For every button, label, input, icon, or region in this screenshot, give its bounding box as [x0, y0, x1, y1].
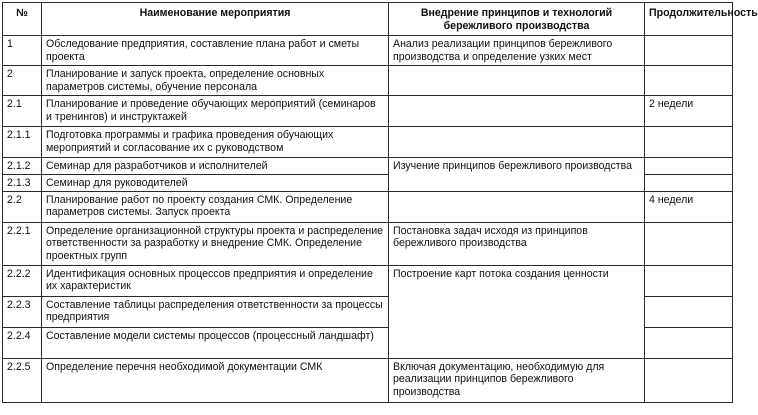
table-row — [3, 265, 733, 296]
row-duration — [645, 327, 733, 358]
row-duration — [645, 358, 733, 402]
table-row — [3, 358, 733, 402]
row-num: 2.1.1 — [3, 127, 42, 158]
header-lean: Внедрение принципов и технологий бережливого производства — [389, 3, 645, 36]
header-name: Наименование мероприятия — [42, 3, 389, 36]
row-num: 2.2 — [3, 191, 42, 222]
table-header-row — [3, 3, 733, 36]
row-name: Составление таблицы распределения ответственности за процессы предприятия — [42, 296, 389, 327]
table-row — [3, 96, 733, 127]
row-name: Определение организационной структуры проекта и распределение ответственности за разработку и внедрение СМК. Определение проектных групп — [42, 222, 389, 265]
row-duration — [645, 222, 733, 265]
header-num: № — [3, 3, 42, 36]
row-name: Семинар для руководителей — [42, 175, 389, 192]
row-name: Семинар для разработчиков и исполнителей — [42, 158, 389, 175]
row-lean: Включая документацию, необходимую для реализации принципов бережливого производства — [389, 358, 645, 402]
row-name: Определение перечня необходимой документации СМК — [42, 358, 389, 402]
activities-table — [2, 2, 758, 403]
row-num: 1 — [3, 36, 42, 66]
table-row — [3, 222, 733, 265]
row-num: 2.1.3 — [3, 175, 42, 192]
row-lean — [389, 191, 645, 222]
row-duration: 4 недели — [645, 191, 733, 222]
row-name: Подготовка программы и графика проведения обучающих мероприятий и согласование их с руководством — [42, 127, 389, 158]
row-num: 2.2.4 — [3, 327, 42, 358]
row-duration: 2 недели — [645, 96, 733, 127]
row-lean: Построение карт потока создания ценности — [389, 265, 645, 358]
row-duration — [645, 296, 733, 327]
row-name: Идентификация основных процессов предприятия и определение их характеристик — [42, 265, 389, 296]
row-name: Составление модели системы процессов (процессный ландшафт) — [42, 327, 389, 358]
table-row — [3, 36, 733, 66]
row-num: 2.2.1 — [3, 222, 42, 265]
table-row — [3, 66, 733, 96]
row-duration — [645, 36, 733, 66]
row-name: Планирование и запуск проекта, определение основных параметров системы, обучение персонала — [42, 66, 389, 96]
row-duration — [645, 158, 733, 175]
row-num: 2.2.2 — [3, 265, 42, 296]
row-lean — [389, 127, 645, 158]
row-num: 2.2.3 — [3, 296, 42, 327]
row-duration — [645, 127, 733, 158]
row-duration — [645, 66, 733, 96]
table-row — [3, 158, 733, 175]
row-num: 2 — [3, 66, 42, 96]
table-row — [3, 127, 733, 158]
header-duration: Продолжительность — [645, 3, 733, 36]
row-duration — [645, 265, 733, 296]
row-name: Обследование предприятия, составление плана работ и сметы проекта — [42, 36, 389, 66]
row-num: 2.1 — [3, 96, 42, 127]
row-duration — [645, 175, 733, 192]
table-row — [3, 191, 733, 222]
row-lean: Анализ реализации принципов бережливого производства и определение узких мест — [389, 36, 645, 66]
row-lean: Изучение принципов бережливого производства — [389, 158, 645, 192]
row-name: Планирование и проведение обучающих мероприятий (семинаров и тренингов) и инструктажей — [42, 96, 389, 127]
row-num: 2.2.5 — [3, 358, 42, 402]
row-lean: Постановка задач исходя из принципов бережливого производства — [389, 222, 645, 265]
row-name: Планирование работ по проекту создания СМК. Определение параметров системы. Запуск проекта — [42, 191, 389, 222]
row-num: 2.1.2 — [3, 158, 42, 175]
row-lean — [389, 96, 645, 127]
row-lean — [389, 66, 645, 96]
